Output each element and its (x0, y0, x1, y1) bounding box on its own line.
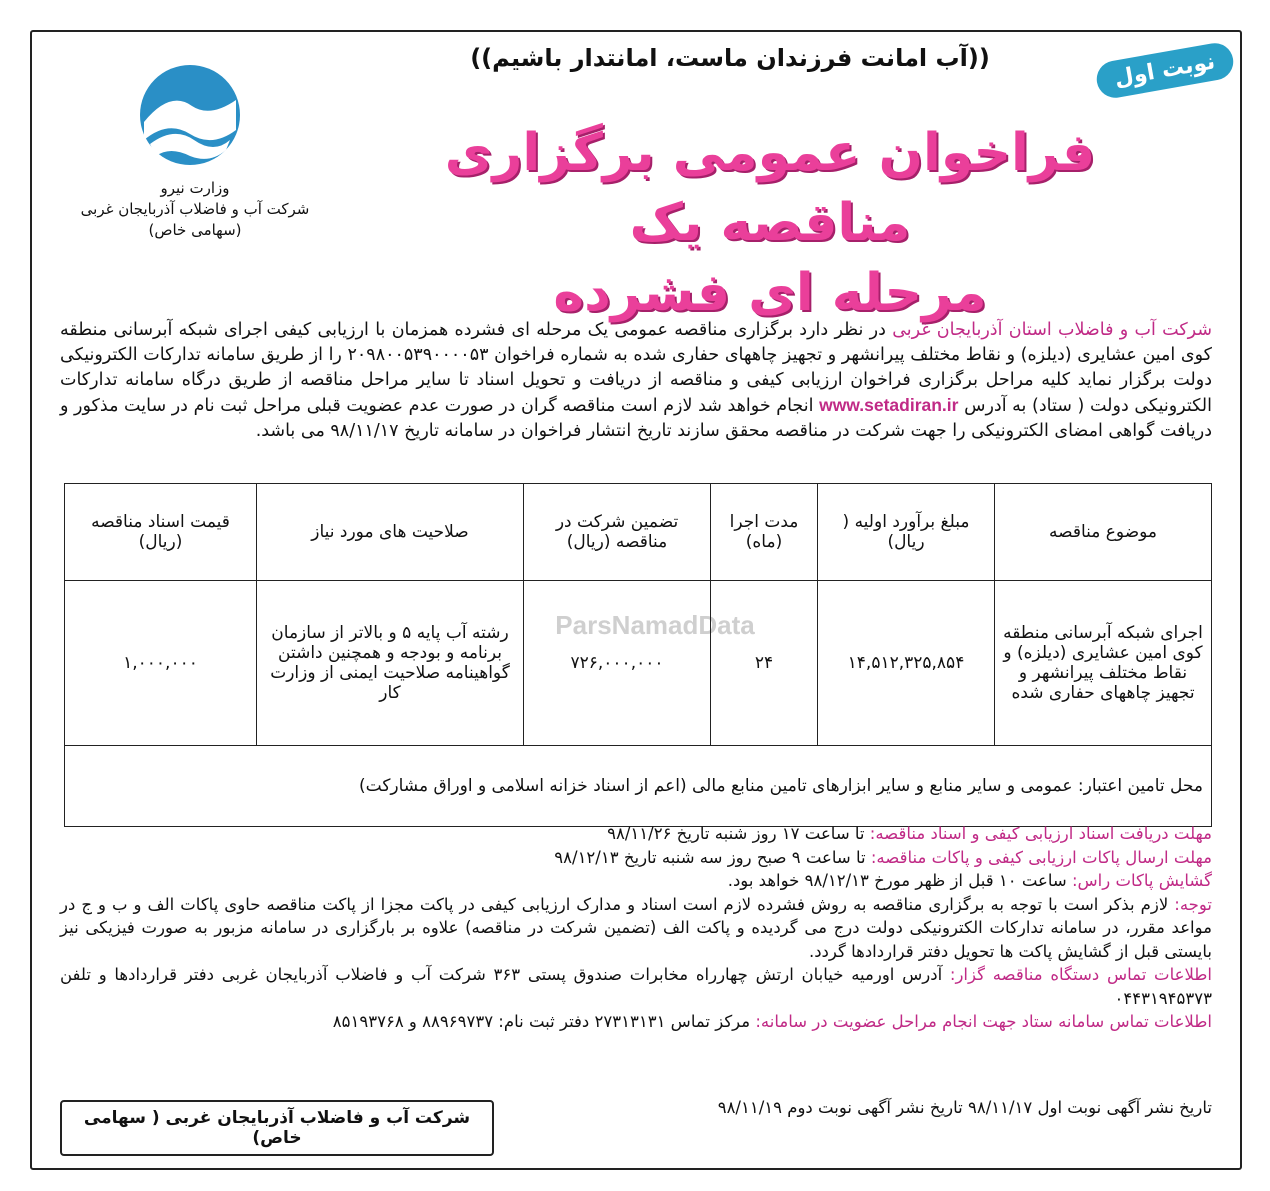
list-item (60, 822, 1212, 846)
col-duration: مدت اجرا (ماه) (711, 484, 818, 581)
funding-source: محل تامین اعتبار: عمومی و سایر منابع و سایر ابزارهای تامین منابع مالی (اعم از اسناد خزانه اسلامی و اوراق مشارکت) (65, 746, 1212, 827)
setad-link[interactable]: www.setadiran.ir (819, 395, 959, 415)
detail-label: مهلت ارسال پاکات ارزیابی کیفی و پاکات مناقصه: (870, 847, 1212, 867)
detail-text: مرکز تماس ۲۷۳۱۳۱۳۱ دفتر ثبت نام: ۸۸۹۶۹۷۳۷ و ۸۵۱۹۳۷۶۸ (332, 1012, 756, 1031)
cell-doc-price: ۱,۰۰۰,۰۰۰ (65, 581, 257, 746)
funding-row (65, 746, 1212, 827)
intro-paragraph (60, 318, 1212, 444)
footer-company-box: شرکت آب و فاضلاب آذربایجان غربی ( سهامی خاص) (60, 1100, 494, 1156)
detail-label: گشایش پاکات راس: (1071, 871, 1212, 890)
cell-guarantee: ۷۲۶,۰۰۰,۰۰۰ (524, 581, 711, 746)
company-type: (سهامی خاص) (148, 221, 242, 239)
list-item (60, 869, 1212, 893)
col-estimate: مبلغ برآورد اولیه ( ریال) (818, 484, 995, 581)
detail-text: تا ساعت ۹ صبح روز سه شنبه تاریخ ۹۸/۱۲/۱۳ (554, 847, 871, 867)
intro-body-2: انجام خواهد شد لازم است مناقصه گران در صورت عدم عضویت قبلی مراحل ثبت نام در سایت مذکور و دریافت گواهی امضای الکترونیکی را جهت شرکت در مناقصه محقق سازند تاریخ انتشار فراخوان در سامانه تاریخ ۹۸/۱۱/۱۷ می باشد. (60, 396, 1212, 441)
round-badge: نوبت اول (1094, 40, 1236, 100)
col-doc-price: قیمت اسناد مناقصه (ریال) (65, 484, 257, 581)
title-line-2: مرحله ای فشرده (553, 263, 987, 323)
list-item (60, 846, 1212, 870)
col-guarantee: تضمین شرکت در مناقصه (ریال) (524, 484, 711, 581)
intro-company: شرکت آب و فاضلاب استان آذربایجان غربی (892, 320, 1212, 340)
list-item (60, 893, 1212, 964)
watermark: ParsNamadData (555, 610, 755, 640)
page-title (360, 118, 1180, 328)
cell-estimate: ۱۴,۵۱۲,۳۲۵,۸۵۴ (818, 581, 995, 746)
detail-text: ساعت ۱۰ قبل از ظهر مورخ ۹۸/۱۲/۱۳ خواهد بود. (727, 871, 1072, 890)
col-subject: موضوع مناقصه (995, 484, 1212, 581)
table-header-row (65, 484, 1212, 581)
detail-label: اطلاعات تماس دستگاه مناقصه گزار: (949, 965, 1213, 984)
detail-text: آدرس اورمیه خیابان ارتش چهارراه مخابرات صندوق پستی ۳۶۳ شرکت آب و فاضلاب آذربایجان غربی دفتر قراردادها و تلفن ۰۴۴۳۱۹۴۵۳۷۳ (60, 965, 1212, 1008)
organization-block (60, 178, 330, 241)
water-company-logo-icon (130, 60, 250, 170)
list-item (60, 963, 1212, 1010)
cell-subject: اجرای شبکه آبرسانی منطقه کوی امین عشایری (دیلزه) و نقاط مختلف پیرانشهر و تجهیز چاههای حفاری شده (995, 581, 1212, 746)
detail-label: اطلاعات تماس سامانه ستاد جهت انجام مراحل عضویت در سامانه: (755, 1012, 1212, 1031)
list-item (60, 1010, 1212, 1034)
title-line-1: فراخوان عمومی برگزاری مناقصه یک (444, 123, 1096, 253)
table-row (65, 581, 1212, 746)
ministry-name: وزارت نیرو (160, 179, 230, 197)
cell-qualifications: رشته آب پایه ۵ و بالاتر از سازمان برنامه و بودجه و همچنین داشتن گواهینامه صلاحیت ایمنی از وزارت کار (257, 581, 524, 746)
col-qualifications: صلاحیت های مورد نیاز (257, 484, 524, 581)
cell-duration: ۲۴ (711, 581, 818, 746)
tender-table (64, 483, 1212, 827)
publication-dates: تاریخ نشر آگهی نوبت اول ۹۸/۱۱/۱۷ تاریخ نشر آگهی نوبت دوم ۹۸/۱۱/۱۹ (717, 1098, 1212, 1117)
detail-label: توجه: (1174, 894, 1212, 914)
detail-text: لازم بذکر است با توجه به برگزاری مناقصه به روش فشرده لازم است اسناد و مدارک ارزیابی کیفی در پاکت مجزا از پاکت مناقصه حاوی پاکات الف و ب و ج در مواعد مقرر، در سامانه تدارکات الکترونیکی دولت درج می گردیده و پاکت الف (تضمین شرکت در مناقصه) علاوه بر بارگزاری در سامانه مزبور به صورت فیزیکی نیز بایستی قبل از گشایش پاکت ها تحویل دفتر قراردادها گردد. (60, 894, 1212, 961)
slogan: ((آب امانت فرزندان ماست، امانتدار باشیم)) (470, 44, 990, 72)
detail-text: تا ساعت ۱۷ روز شنبه تاریخ ۹۸/۱۱/۲۶ (607, 824, 870, 843)
intro-body-1: در نظر دارد برگزاری مناقصه عمومی یک مرحله ای فشرده همزمان با ارزیابی کیفی اجرای شبکه آبرسانی منطقه کوی امین عشایری (دیلزه) و نقاط مختلف پیرانشهر و تجهیز چاههای حفاری شده به شماره فراخوان ۲۰۹۸۰۰۵۳۹۰۰۰۰۵۳ را از طریق سامانه تدارکات الکترونیکی دولت برگزار نماید کلیه مراحل برگزاری فراخوان ارزیابی کیفی و مناقصه از دریافت و تحویل اسناد تا سایر مراحل مناقصه از طریق درگاه سامانه تدارکات الکترونیکی دولت ( ستاد) به آدرس (60, 320, 1212, 416)
company-name: شرکت آب و فاضلاب آذربایجان غربی (80, 200, 310, 218)
detail-label: مهلت دریافت اسناد ارزیابی کیفی و اسناد مناقصه: (869, 824, 1212, 843)
details-list (60, 822, 1212, 1034)
